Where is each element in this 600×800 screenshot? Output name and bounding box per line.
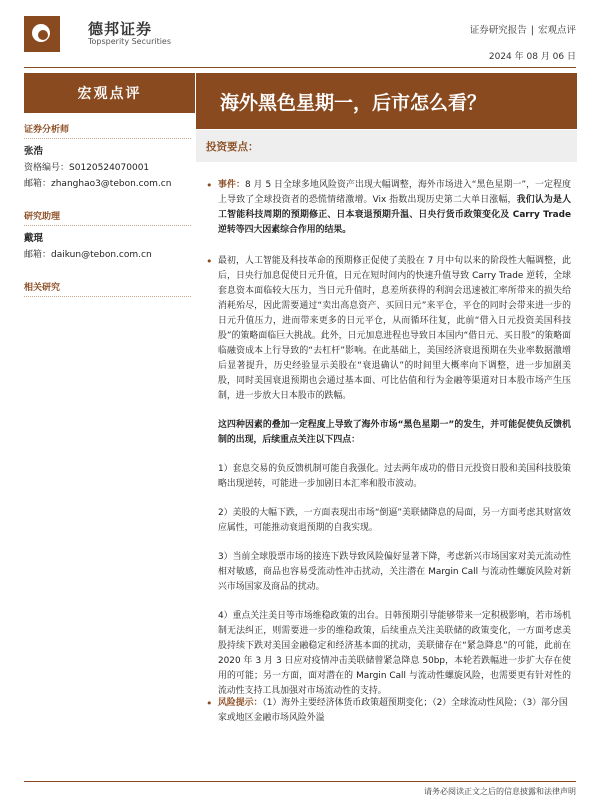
brand-name-en: Topsperity Securities [88, 37, 172, 46]
analyst-email: 邮箱：zhanghao3@tebon.com.cn [24, 179, 172, 189]
risk-warning [206, 696, 571, 726]
analyst-license: 资格编号：S0120524070001 [24, 163, 150, 173]
risk-label: 风险提示： [218, 698, 263, 708]
footer-disclaimer: 请务必阅读正文之后的信息披露和法律声明 [424, 787, 576, 796]
risk-text: （1）海外主要经济体货币政策超预期变化；（2）全球流动性风险；（3）部分国家或地区金融市场风险外溢 [218, 698, 568, 723]
brand-name: 德邦证券 [88, 20, 153, 38]
analysis-paragraph: • 最初，人工智能及科技革命的预期修正促使了美股在 7 月中旬以来的阶段性大幅调整，此后，日央行加息促使日元升值，日元在短时间内的快速升值导致 Carry Trade 逆转，全球套息资本面临较大压力，当日元升值时，息差所获得的利润会迅速被汇率所带来的损失给消耗殆尽，因此需要通过“卖出高息资产、买回日元”来平仓，平仓的同时会带来进一步的日元升值压力，进而带来更多的日元平仓，从而循环往复，此前“借入日元投资美国科技股”的策略面临巨大挑战。此外，日元加息进程也导致日本国内“借日元、买日股”的策略面临融资成本上行导致的“去杠杆”影响。在此基础上，美国经济衰退预期在失业率数据激增后显著提升，历史经验显示美股在“衰退确认”的时间里大概率向下调整，进一步加剧美股，同时美国衰退预期也会通过基本面、可比估值和行为金融等渠道对日本股市场产生压制，进一步放大日本股市的跌幅。 [206, 254, 571, 404]
sidebar [24, 116, 191, 301]
event-conclusion: 我们认为是人工智能科技周期的预期修正、日本衰退预期升温、日央行货币政策变化及 Carry Trade 逆转等四大因素综合作用的结果。 [218, 195, 571, 235]
summary-paragraph: 这四种因素的叠加一定程度上导致了海外市场“黑色星期一”的发生，并可能促使负反馈机制的出现，后续重点关注以下四点： [218, 420, 571, 445]
page-title: 海外黑色星期一，后市怎么看？ [196, 73, 577, 129]
header-divider [24, 67, 576, 68]
analyst-name: 张浩 [24, 146, 44, 157]
related-heading: 相关研究 [24, 274, 191, 297]
doc-category: 宏观点评 [537, 25, 576, 36]
point-3: 3）当前全球股票市场的接连下跌导致风险偏好显著下降，考虑新兴市场国家对美元流动性相对敏感，商品也容易受流动性冲击扰动，关注潜在 Margin Call 与流动性螺旋风险对新兴市场国家及商品的扰动。 [218, 552, 571, 592]
point-4: 4）重点关注美日等市场维稳政策的出台。日韩预期引导能够带来一定积极影响，若市场机制无法纠正，则需要进一步的维稳政策，后续重点关注美联储的政策变化，一方面考虑美股持续下跌对美国金融稳定和经济基本面的扰动，美联储存在“紧急降息”的可能，此前在 2020 年 3 月 3 日应对疫情冲击美联储曾紧急降息 50bp，本轮若跌幅进一步扩大存在使用的可能；另一方面，面对潜在的 Margin Call 与流动性螺旋风险，也需要更有针对性的流动性支持工具加强对市场流动性的支持。 [218, 611, 571, 696]
event-label: 事件： [218, 180, 245, 190]
category-banner: 宏观点评 [24, 73, 195, 113]
header-separator: | [530, 25, 534, 36]
report-date: 2024 年 08 月 06 日 [488, 52, 576, 62]
logo-icon [24, 16, 60, 52]
event-text: 8 月 5 日全球多地风险资产出现大幅调整，海外市场进入“黑色星期一”，一定程度上导致了全球投资者的恐慌情绪激增。Vix 指数出现历史第二大单日涨幅， [218, 180, 571, 205]
point-2: 2）美股的大幅下跌，一方面表现出市场“倒逼”美联储降息的局面，另一方面考虑其财富效应属性，可能推动衰退预期的自我实现。 [218, 508, 571, 533]
doc-type: 证券研究报告 [469, 25, 527, 36]
event-paragraph [206, 178, 571, 238]
report-type [470, 22, 576, 36]
analyst-heading: 证券分析师 [24, 116, 191, 139]
assistant-name: 戴琨 [24, 233, 44, 244]
points-heading: 投资要点： [196, 130, 577, 162]
assistant-heading: 研究助理 [24, 203, 191, 226]
main-content [196, 130, 577, 699]
assistant-email: 邮箱：daikun@tebon.com.cn [24, 250, 152, 260]
point-1: 1）套息交易的负反馈机制可能自我强化。过去两年成功的借日元投资日股和美国科技股策略出现逆转，可能进一步加剧日本汇率和股市波动。 [218, 464, 571, 489]
footer-divider [24, 781, 576, 782]
